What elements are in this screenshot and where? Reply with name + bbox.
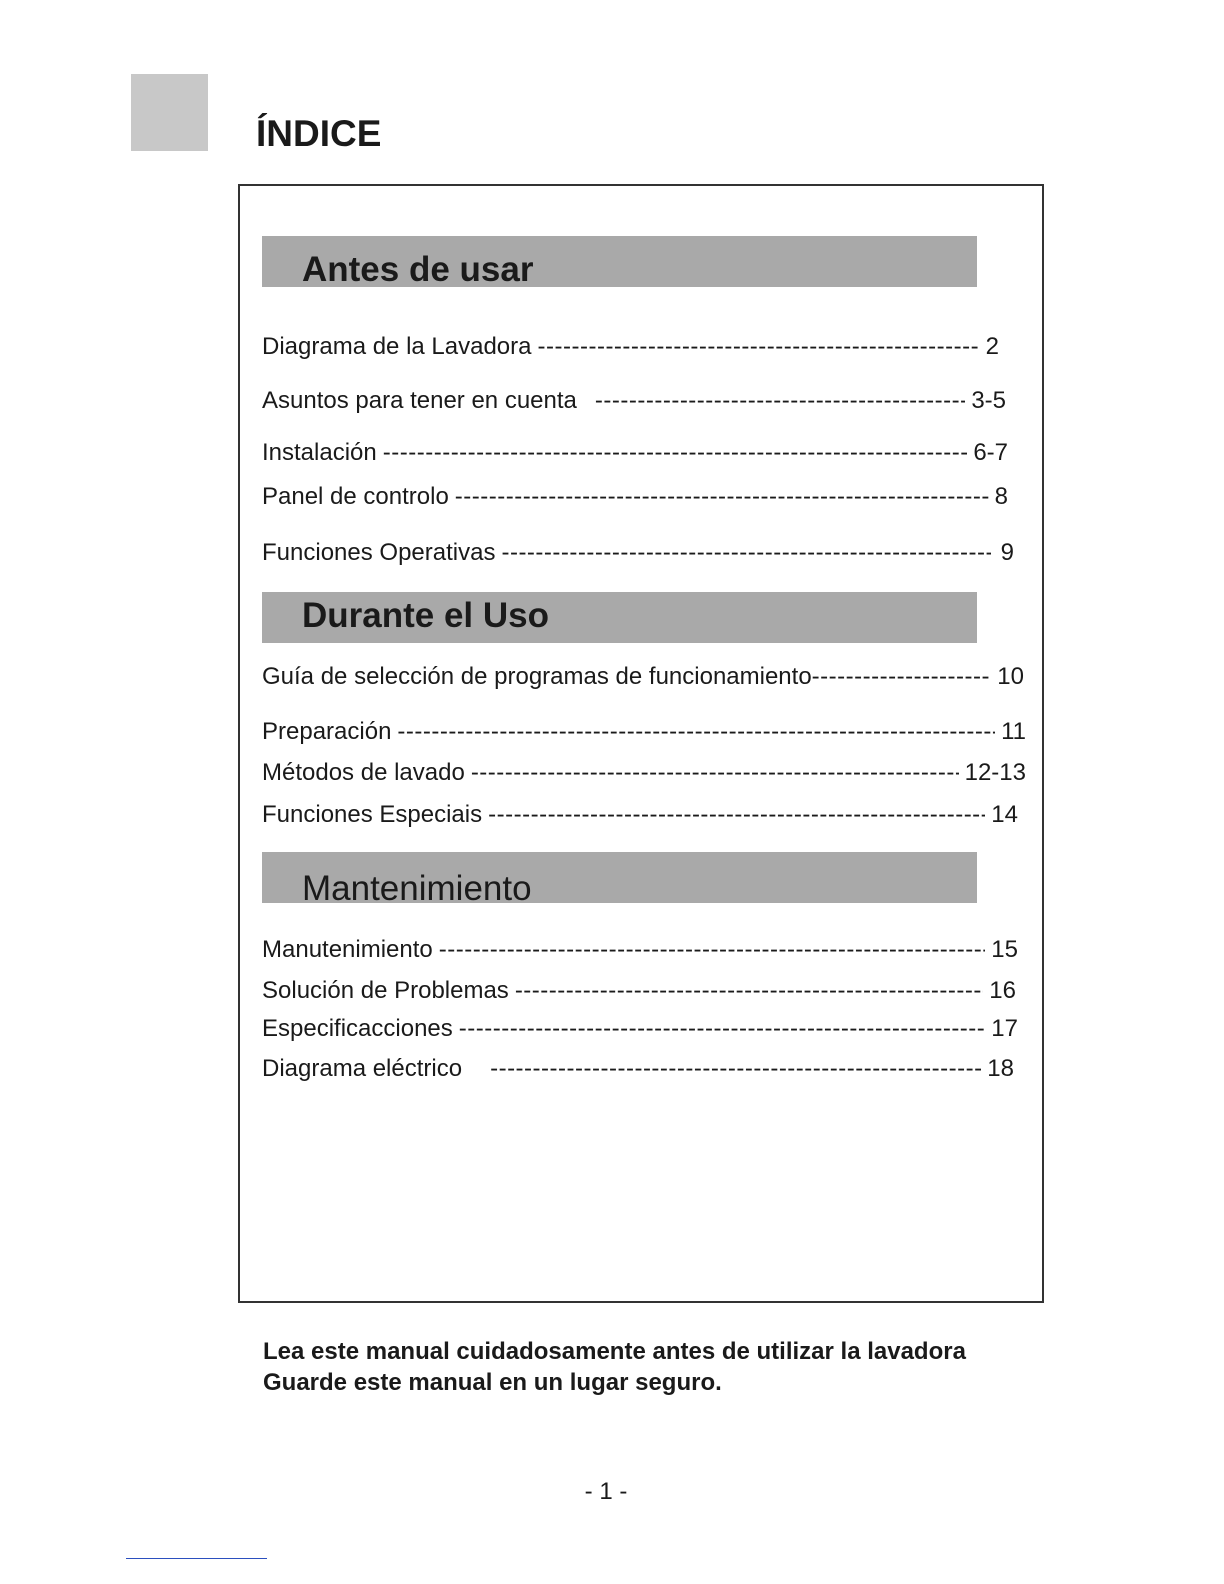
dot-leader [455, 483, 989, 511]
toc-entry[interactable] [262, 718, 1026, 748]
toc-entry[interactable] [262, 387, 1006, 417]
section-heading-durante-el-uso [262, 592, 977, 643]
dot-leader [439, 936, 986, 964]
dot-leader [538, 333, 980, 361]
toc-entry-page: 16 [989, 977, 1016, 1004]
toc-entry-label: Manutenimiento [262, 936, 433, 963]
toc-entry-page: 2 [985, 333, 999, 360]
toc-entry-page: 3-5 [971, 387, 1006, 414]
toc-entry-label: Diagrama de la Lavadora [262, 333, 532, 360]
toc-entry-label: Preparación [262, 718, 392, 745]
toc-entry-label: Métodos de lavado [262, 759, 465, 786]
dot-leader [488, 801, 985, 829]
toc-entry[interactable] [262, 759, 1026, 789]
toc-entry-page: 12-13 [964, 759, 1026, 786]
footer-notice-line: Guarde este manual en un lugar seguro. [263, 1369, 722, 1396]
toc-entry-page: 6-7 [973, 439, 1008, 466]
toc-entry[interactable] [262, 1015, 1018, 1045]
dot-leader [383, 439, 968, 467]
dot-leader [471, 759, 959, 787]
dot-leader [459, 1015, 986, 1043]
toc-entry[interactable] [262, 439, 1008, 469]
toc-entry[interactable] [262, 483, 1008, 513]
toc-entry-page: 18 [987, 1055, 1014, 1082]
toc-entry-label: Diagrama eléctrico [262, 1055, 463, 1082]
bottom-rule [126, 1558, 267, 1559]
dot-leader [812, 663, 992, 691]
dot-leader [595, 387, 965, 415]
toc-entry[interactable] [262, 977, 1016, 1007]
toc-entry[interactable] [262, 539, 1014, 569]
footer-notice [263, 1336, 966, 1398]
toc-entry-page: 15 [991, 936, 1018, 963]
section-heading-label: Antes de usar [302, 250, 534, 289]
section-heading-antes-de-usar [262, 236, 977, 287]
toc-entry-label: Panel de controlo [262, 483, 449, 510]
toc-entry-page: 17 [991, 1015, 1018, 1042]
toc-entry[interactable] [262, 1055, 1014, 1085]
toc-entry-label: Instalación [262, 439, 377, 466]
page-number: - 1 - [584, 1478, 628, 1505]
toc-entry-page: 14 [991, 801, 1018, 828]
dot-leader [490, 1055, 981, 1083]
toc-entry[interactable] [262, 801, 1018, 831]
toc-entry-label: Guía de selección de programas de funcionamiento [262, 663, 812, 690]
footer-notice-line: Lea este manual cuidadosamente antes de utilizar la lavadora [263, 1338, 966, 1365]
toc-entry[interactable] [262, 333, 999, 363]
toc-entry-label: Solución de Problemas [262, 977, 509, 1004]
toc-entry-label: Funciones Especiais [262, 801, 483, 828]
section-heading-mantenimiento [262, 852, 977, 908]
toc-entry-page: 10 [997, 663, 1024, 690]
toc-entry-page: 9 [1000, 539, 1014, 566]
dot-leader [501, 539, 990, 567]
toc-entry[interactable] [262, 936, 1018, 966]
corner-tab-block [131, 74, 208, 151]
section-heading-label: Mantenimiento [302, 869, 532, 908]
toc-entry-page: 8 [994, 483, 1008, 510]
toc-entry[interactable] [262, 663, 1024, 693]
toc-entry-label: Asuntos para tener en cuenta [262, 387, 577, 414]
section-heading-label: Durante el Uso [302, 596, 549, 635]
toc-entry-page: 11 [1001, 718, 1026, 745]
toc-entry-label: Especificacciones [262, 1015, 453, 1042]
dot-leader [397, 718, 995, 746]
toc-entry-label: Funciones Operativas [262, 539, 496, 566]
dot-leader [515, 977, 983, 1005]
page-title: ÍNDICE [256, 113, 382, 154]
